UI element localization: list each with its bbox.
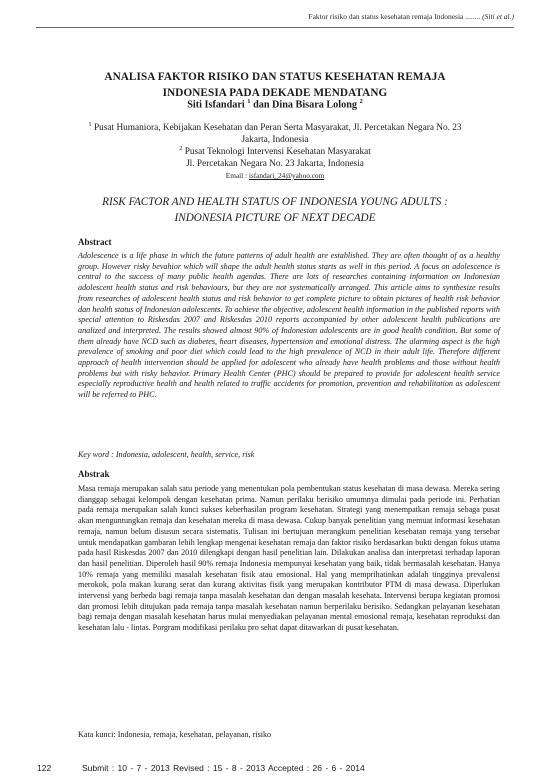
affiliation-2-line-2: Jl. Percetakan Negara No. 23 Jakarta, Indonesia	[186, 159, 364, 170]
title-line-2: INDONESIA PADA DEKADE MENDATANG	[162, 87, 388, 99]
paper-title	[40, 69, 510, 101]
abstract-id-text: Masa remaja merupakan salah satu periode yang menentukan pola pembentukan status kesehatan di masa dewasa. Mereka sering dianggap sebagai kelompok dengan kesehatan prima. Namun perilaku berisiko umumnya dimulai pada periode ini. Perhatian pada remaja merupakan salah kunci sukses keberhasilan program kesehatan. Strategi yang menempatkan remaja sebaga pusat akan menguntungkan remaja dan kesehatan mereka di masa dewasa. Cukup banyak penelitian yang memuat informasi kesehatan remaja, namun belum disusun secara sistematis. Tulisan ini bertujuan merangkum penelitian kesehatan remaja yang tersebar untuk mendapatkan gambaran lebih lengkap mengenai kesehatan remaja dan faktor risiko berdasarkan bukti dengan fokus utama pada hasil Riskesdas 2007 dan 2010 dilengkapi dengan hasil penelitian lain. Dilakukan analisa dan interpretasi terhadap laporan dan hasil penelitian. Diperoleh hasil 90% remaja Indonesia mempunyai kesehatan yang baik, tidak bermasalah kesehatan. Hanya 10% remaja yang memiliki masalah kesehatan fisik atau emosional. Hal yang memprihatinkan adalah tingginya prevalensi merokok, pola makan kurang serat dan kurang aktivitas fisik yang merupakan kontributor PTM di masa dewasa. Diperlukan intervensi yang berbeda bagi remaja tanpa masalah kesehatan dan dengan masalah kesehata. Intervensi berupa kegiatan promosi dan promosi lebih ditujukan pada remaja tanpa masalah kesehatan namun berperilaku berisiko. Sedangkan pelayanan kesehatan bagi remaja dengan masalah kesehatan harus mulai menyediakan pelayanan mental emosional remaja, kesehatan reproduksi dan kesehatan lalu - lintas. Porgram modifikasi perilaku pro sehat dapat ditawarkan di pusat kesehatan.	[78, 484, 500, 633]
page-number: 122	[37, 763, 52, 773]
running-head	[308, 12, 514, 21]
running-head-text: Faktor risiko dan status kesehatan remaja Indonesia ........	[308, 12, 481, 21]
email-line	[40, 171, 510, 180]
english-title-line-2: INDONESIA PICTURE OF NEXT DECADE	[174, 212, 376, 224]
affiliation-1-line-2: Jakarta, Indonesia	[241, 135, 309, 146]
affiliation-1-sup: 1	[88, 121, 92, 128]
running-head-authors: (Siti et al.)	[482, 12, 514, 21]
email-label: Email :	[225, 171, 248, 180]
affiliation-2-line-1: Pusat Teknologi Intervensi Kesehatan Masyarakat	[184, 147, 371, 158]
author-2: dan Dina Bisara Lolong	[253, 99, 357, 111]
abstract-en-text: Adolescence is a life phase in which the future patterns of adult health are established. They are often thought of as a healthy group. However risky bevahior which will shape the adult health status starts as well in this period. A focus on adolescence is central to the success of many public health agendas. There are lots of researches containing information on Indonesian adolescent health status and risk behaviours, but they are not systematically arranged. This article aims to synthesize results from researches of adolescent health status and risk behavior to get complete picture to obtain pictures of health risk behavior dan health status of Indonesian adolescents. To achieve the objective, adolescent health information in the published reports with special attention to Riskesdas 2007 and Riskesdas 2010 reports accompanied by other adolescent health publications are analized and interpreted. The results showed almost 90% of Indonesian adolescents are in good health condition. But some of them already have NCD such as diabetes, heart diseases, hypertension and emotional distress. The alarming aspect is the high prevalence of smoking and poor diet which could lead to the high prevalence of NCD in their adult life. Therefore different approach of health intervention should be applied for adolescent who already have health problems and those without health problems but with risky behavior. Primary Health Center (PHC) should be prepared to provide for adolescent health service especially reproductive health and health related to traffic accidents for promotion, prevention and rehabilitation as adolescent will be referred to PHC.	[78, 251, 500, 400]
english-title-line-1: RISK FACTOR AND HEALTH STATUS OF INDONESIA YOUNG ADULTS :	[102, 196, 448, 208]
abstract-heading: Abstract	[78, 237, 112, 247]
author-line	[40, 98, 510, 110]
author-2-sup: 2	[359, 98, 363, 105]
header-rule	[36, 27, 514, 28]
english-title	[40, 194, 510, 226]
affiliation-1-line-1: Pusat Humaniora, Kebijakan Kesehatan dan Peran Serta Masyarakat, Jl. Percetakan Negara No. 23	[93, 123, 462, 134]
abstract-en-keywords: Key word : Indonesia, adolescent, health, service, risk	[78, 450, 255, 459]
abstrak-heading: Abstrak	[78, 469, 110, 479]
affiliation-2-sup: 2	[179, 145, 183, 152]
title-line-1: ANALISA FAKTOR RISIKO DAN STATUS KESEHATAN REMAJA	[104, 71, 446, 83]
submission-dates: Submit : 10 - 7 - 2013 Revised : 15 - 8 - 2013 Accepted : 26 - 6 - 2014	[82, 763, 365, 773]
abstract-id-keywords: Kata kunci: Indonesia, remaja, kesehatan, pelayanan, risiko	[78, 730, 272, 739]
author-1-sup: 1	[247, 98, 251, 105]
affiliation-2	[52, 143, 498, 170]
email-link[interactable]: isfandari_24@yahoo.com	[248, 171, 325, 180]
author-1: Siti Isfandari	[187, 99, 245, 111]
